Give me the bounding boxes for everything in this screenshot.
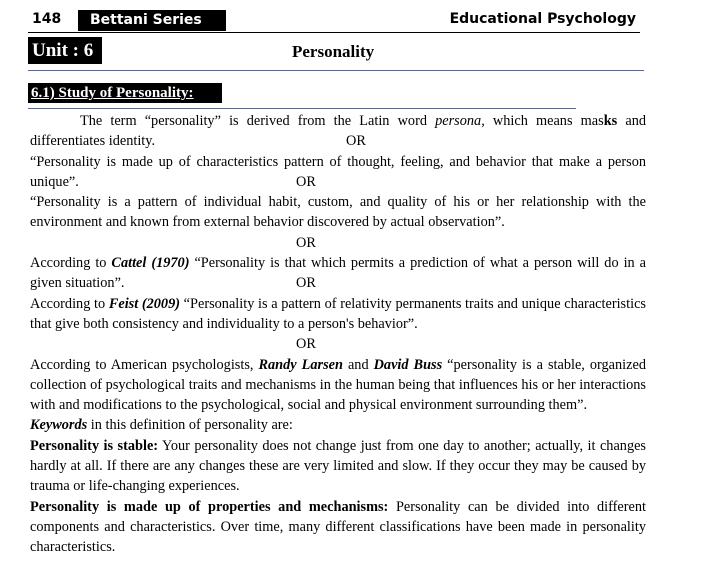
or-separator: OR <box>296 234 316 251</box>
paragraph: According to Cattel (1970) “Personality is that which permits a prediction of what a person will do in a given situation”. OR <box>30 255 647 292</box>
or-separator: OR <box>296 173 316 190</box>
page-number: 148 <box>32 11 62 27</box>
section-heading: 6.1) Study of Personality: <box>28 83 222 103</box>
or-separator: OR <box>296 275 316 292</box>
series-label: Bettani Series <box>78 10 226 31</box>
paragraph: The term “personality” is derived from the Latin word persona, which means masks and differentiates identity. OR <box>30 113 647 150</box>
chapter-title: Personality <box>292 42 375 61</box>
paragraph: According to American psychologists, Randy Larsen and David Buss “personality is a stable, organized collection of psychological traits and mechanisms in the human being that influences his or her interactions with and modifications to the psychological, social and physical environment surrounding them”. <box>30 356 646 414</box>
divider <box>28 70 644 71</box>
paragraph: Keywords in this definition of personality are: <box>30 417 293 434</box>
paragraph: “Personality is a pattern of individual habit, custom, and quality of his or her relationship with the environment and known from external behavior discovered by actual observation”. <box>30 194 646 231</box>
body-text <box>30 111 646 558</box>
paragraph: Personality is made up of properties and mechanisms: Personality can be divided into different components and characteristics. Over time, many different classifications have been made in personality characteristics. <box>30 498 646 556</box>
paragraph: According to Feist (2009) “Personality is a pattern of relativity permanents traits and unique characteristics that give both consistency and individuality to a person's behavior”. <box>30 295 646 332</box>
subject-title: Educational Psychology <box>449 11 636 27</box>
divider <box>28 108 576 109</box>
or-separator: OR <box>346 133 366 149</box>
unit-label: Unit : 6 <box>28 37 102 64</box>
paragraph: “Personality is made up of characteristics pattern of thought, feeling, and behavior that make a person unique”. OR <box>30 153 646 190</box>
paragraph: Personality is stable: Your personality does not change just from one day to another; actually, it changes hardly at all. If there are any changes these are very limited and slow. If they occur they may be caused by trauma or life-changing experiences. <box>30 437 647 495</box>
or-separator: OR <box>296 336 316 353</box>
running-header <box>28 10 640 33</box>
